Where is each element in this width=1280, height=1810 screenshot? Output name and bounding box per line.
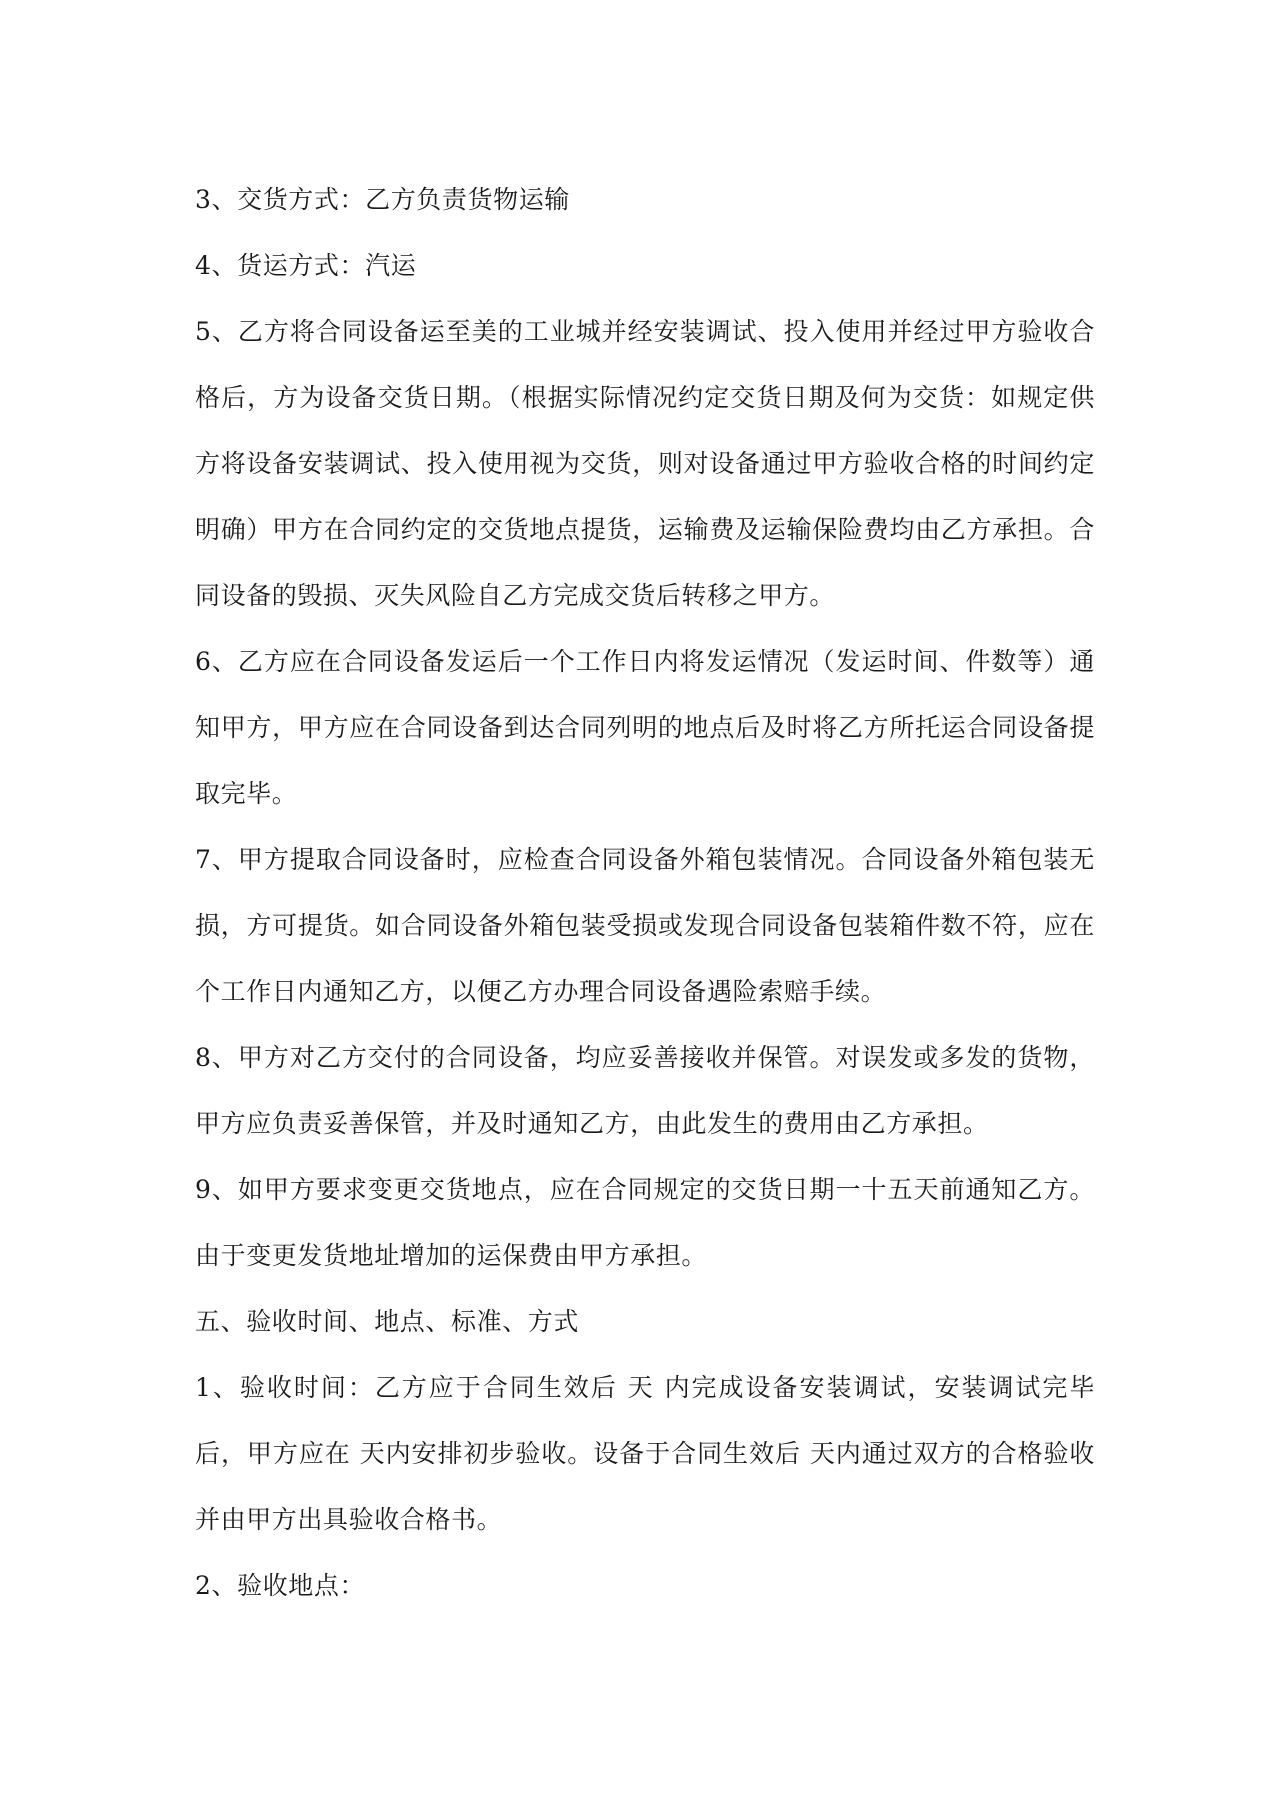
document-body — [195, 167, 1095, 1619]
paragraph-custody: 8、甲方对乙方交付的合同设备，均应妥善接收并保管。对误发或多发的货物，甲方应负责妥善保管，并及时通知乙方，由此发生的费用由乙方承担。 — [195, 1043, 1095, 1138]
paragraph-delivery-method: 3、交货方式：乙方负责货物运输 — [195, 185, 570, 214]
paragraph-delivery-date: 5、乙方将合同设备运至美的工业城并经安装调试、投入使用并经过甲方验收合格后，方为设备交货日期。（根据实际情况约定交货日期及何为交货：如规定供方将设备安装调试、投入使用视为交货，则对设备通过甲方验收合格的时间约定明确）甲方在合同约定的交货地点提货，运输费及运输保险费均由乙方承担。合同设备的毁损、灭失风险自乙方完成交货后转移之甲方。 — [195, 317, 1095, 610]
paragraph-acceptance-time: 1、验收时间：乙方应于合同生效后 天 内完成设备安装调试，安装调试完毕后，甲方应在 天内安排初步验收。设备于合同生效后 天内通过双方的合格验收并由甲方出具验收合格书。 — [195, 1373, 1095, 1534]
section-heading-acceptance: 五、验收时间、地点、标准、方式 — [195, 1307, 580, 1336]
paragraph-shipping-notice: 6、乙方应在合同设备发运后一个工作日内将发运情况（发运时间、件数等）通知甲方，甲方应在合同设备到达合同列明的地点后及时将乙方所托运合同设备提取完毕。 — [195, 647, 1095, 808]
paragraph-change-location: 9、如甲方要求变更交货地点，应在合同规定的交货日期一十五天前通知乙方。由于变更发货地址增加的运保费由甲方承担。 — [195, 1175, 1095, 1270]
paragraph-freight-method: 4、货运方式：汽运 — [195, 251, 417, 280]
paragraph-pickup-inspection: 7、甲方提取合同设备时，应检查合同设备外箱包装情况。合同设备外箱包装无损，方可提货。如合同设备外箱包装受损或发现合同设备包装箱件数不符，应在个工作日内通知乙方，以便乙方办理合同设备遇险索赔手续。 — [195, 845, 1095, 1006]
paragraph-acceptance-location: 2、验收地点： — [195, 1571, 366, 1600]
